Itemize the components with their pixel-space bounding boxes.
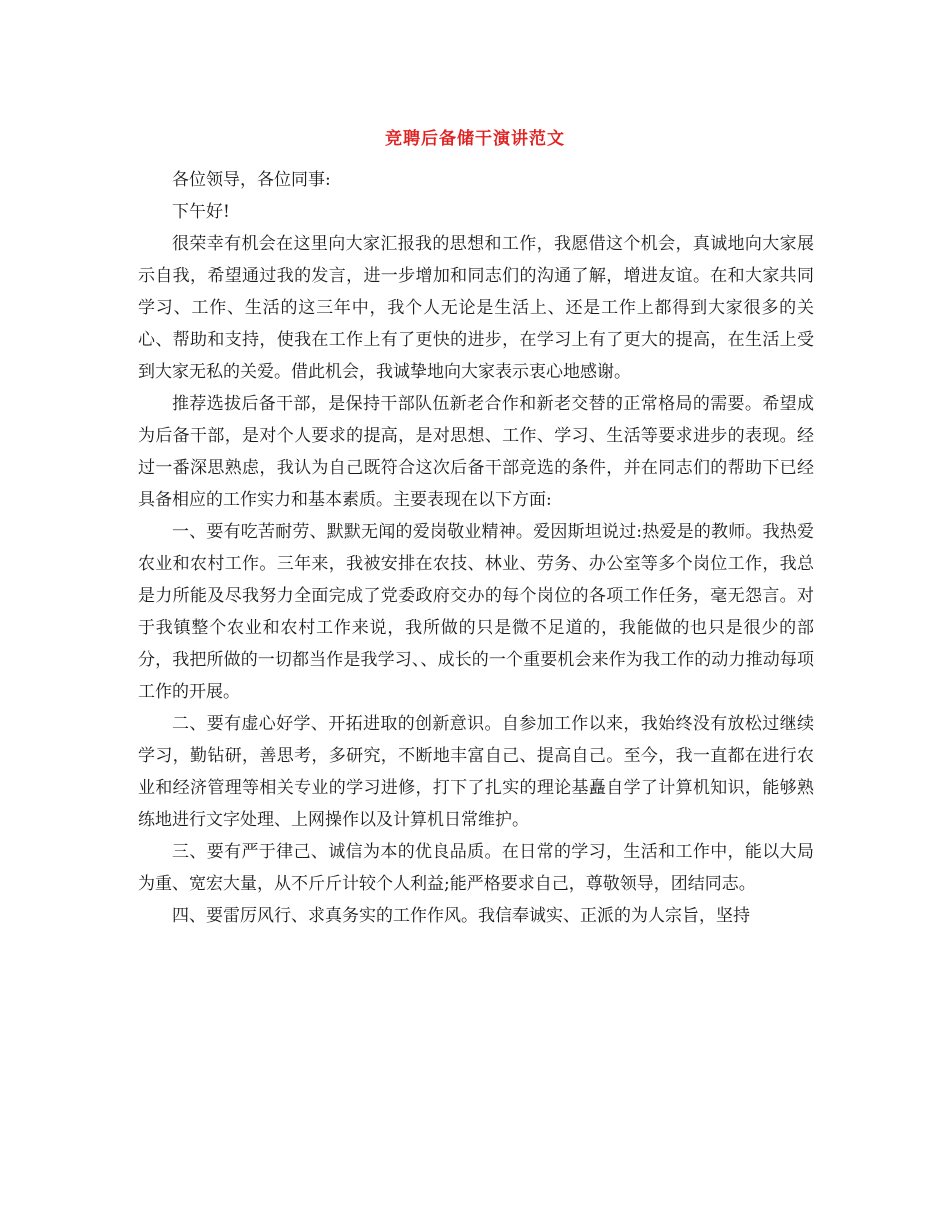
document-title: 竞聘后备储干演讲范文	[385, 129, 565, 149]
document-body	[138, 164, 814, 932]
paragraph-point-four: 四、要雷厉风行、求真务实的工作作风。我信奉诚实、正派的为人宗旨，坚持	[172, 906, 750, 926]
paragraph-intro: 很荣幸有机会在这里向大家汇报我的思想和工作，我愿借这个机会，真诚地向大家展示自我，希望通过我的发言，进一步增加和同志们的沟通了解，增进友谊。在和大家共同学习、工作、生活的这三年中，我个人无论是生活上、还是工作上都得到大家很多的关心、帮助和支持，使我在工作上有了更快的进步，在学习上有了更大的提高，在生活上受到大家无私的关爱。借此机会，我诚挚地向大家表示衷心地感谢。	[138, 234, 814, 382]
paragraph-point-one: 一、要有吃苦耐劳、默默无闻的爱岗敬业精神。爱因斯坦说过:热爱是的教师。我热爱农业和农村工作。三年来，我被安排在农技、林业、劳务、办公室等多个岗位工作，我总是力所能及尽我努力全面完成了党委政府交办的每个岗位的各项工作任务，毫无怨言。对于我镇整个农业和农村工作来说，我所做的只是微不足道的，我能做的也只是很少的部分，我把所做的一切都当作是我学习、、成长的一个重要机会来作为我工作的动力推动每项工作的开展。	[138, 522, 814, 702]
paragraph-greeting: 下午好!	[172, 202, 230, 222]
paragraph-purpose: 推荐选拔后备干部，是保持干部队伍新老合作和新老交替的正常格局的需要。希望成为后备干部，是对个人要求的提高，是对思想、工作、学习、生活等要求进步的表现。经过一番深思熟虑，我认为自己既符合这次后备干部竞选的条件，并在同志们的帮助下已经具备相应的工作实力和基本素质。主要表现在以下方面:	[138, 394, 814, 510]
paragraph-salutation: 各位领导，各位同事:	[172, 170, 331, 190]
paragraph-point-three: 三、要有严于律己、诚信为本的优良品质。在日常的学习，生活和工作中，能以大局为重、宽宏大量，从不斤斤计较个人利益;能严格要求自己，尊敬领导，团结同志。	[138, 842, 814, 894]
paragraph-point-two: 二、要有虚心好学、开拓进取的创新意识。自参加工作以来，我始终没有放松过继续学习，勤钻研，善思考，多研究，不断地丰富自己、提高自己。至今，我一直都在进行农业和经济管理等相关专业的学习进修，打下了扎实的理论基矗自学了计算机知识，能够熟练地进行文字处理、上网操作以及计算机日常维护。	[138, 714, 814, 830]
